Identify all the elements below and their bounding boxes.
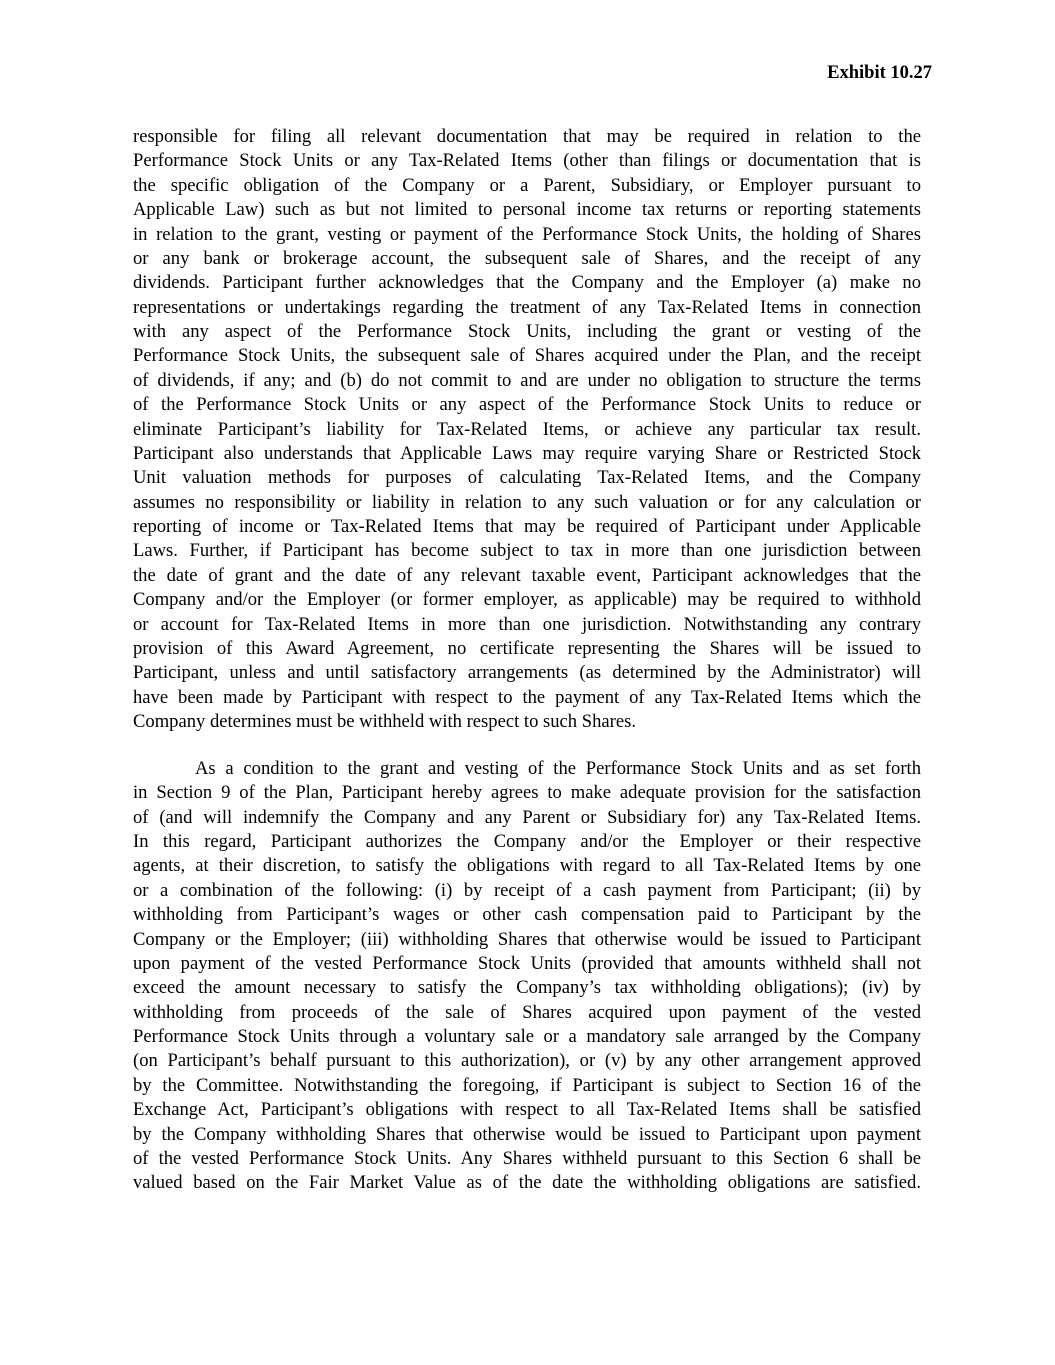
text-line: or a combination of the following: (i) by receipt of a cash payment from Participant; (ii) by xyxy=(133,879,921,901)
text-line: of dividends, if any; and (b) do not commit to and are under no obligation to structure the terms xyxy=(133,369,921,391)
text-line: Laws. Further, if Participant has become subject to tax in more than one jurisdiction between xyxy=(133,540,921,562)
paragraph xyxy=(133,125,921,734)
text-line: have been made by Participant with respect to the payment of any Tax-Related Items which the xyxy=(133,686,921,708)
text-line: assumes no responsibility or liability in relation to any such valuation or for any calculation or xyxy=(133,491,921,513)
text-line: Company and/or the Employer (or former employer, as applicable) may be required to withhold xyxy=(133,589,921,611)
text-line: Company determines must be withheld with respect to such Shares. xyxy=(133,711,636,732)
text-line: in Section 9 of the Plan, Participant hereby agrees to make adequate provision for the satisfaction xyxy=(133,782,921,804)
text-line: or any bank or brokerage account, the subsequent sale of Shares, and the receipt of any xyxy=(133,247,921,269)
text-line: the date of grant and the date of any relevant taxable event, Participant acknowledges that the xyxy=(133,564,921,586)
text-line: provision of this Award Agreement, no certificate representing the Shares will be issued to xyxy=(133,637,921,659)
text-line: withholding from proceeds of the sale of Shares acquired upon payment of the vested xyxy=(133,1001,921,1023)
text-line: (on Participant’s behalf pursuant to this authorization), or (v) by any other arrangement approved xyxy=(133,1050,921,1072)
text-line: reporting of income or Tax-Related Items that may be required of Participant under Applicable xyxy=(133,516,921,537)
text-line: Performance Stock Units or any Tax-Related Items (other than filings or documentation that is xyxy=(133,150,921,172)
text-line: In this regard, Participant authorizes the Company and/or the Employer or their respective xyxy=(133,831,921,853)
paragraph xyxy=(133,757,921,1196)
text-line: Unit valuation methods for purposes of calculating Tax-Related Items, and the Company xyxy=(133,467,921,489)
text-line: Participant, unless and until satisfactory arrangements (as determined by the Administrator) will xyxy=(133,662,921,684)
text-line: Performance Stock Units, the subsequent sale of Shares acquired under the Plan, and the receipt xyxy=(133,345,921,367)
text-line: representations or undertakings regarding the treatment of any Tax-Related Items in connection xyxy=(133,296,921,318)
text-line: valued based on the Fair Market Value as of the date the withholding obligations are satisfied. xyxy=(133,1172,921,1194)
text-line: with any aspect of the Performance Stock Units, including the grant or vesting of the xyxy=(133,321,921,342)
text-line: or account for Tax-Related Items in more than one jurisdiction. Notwithstanding any contrary xyxy=(133,613,921,635)
text-line: of (and will indemnify the Company and any Parent or Subsidiary for) any Tax-Related Items. xyxy=(133,806,921,828)
text-line: of the Performance Stock Units or any aspect of the Performance Stock Units to reduce or xyxy=(133,394,921,416)
text-line: Company or the Employer; (iii) withholding Shares that otherwise would be issued to Participant xyxy=(133,928,921,950)
text-line: the specific obligation of the Company or a Parent, Subsidiary, or Employer pursuant to xyxy=(133,174,921,196)
text-line: by the Committee. Notwithstanding the foregoing, if Participant is subject to Section 16 of the xyxy=(133,1074,921,1096)
document-body xyxy=(133,125,921,1218)
text-line: in relation to the grant, vesting or payment of the Performance Stock Units, the holding of Shares xyxy=(133,223,921,245)
text-line: As a condition to the grant and vesting of the Performance Stock Units and as set forth xyxy=(195,757,921,779)
text-line: withholding from Participant’s wages or other cash compensation paid to Participant by the xyxy=(133,904,921,926)
text-line: dividends. Participant further acknowledges that the Company and the Employer (a) make no xyxy=(133,272,921,294)
text-line: Performance Stock Units through a voluntary sale or a mandatory sale arranged by the Company xyxy=(133,1026,921,1048)
text-line: upon payment of the vested Performance Stock Units (provided that amounts withheld shall not xyxy=(133,952,921,974)
text-line: of the vested Performance Stock Units. Any Shares withheld pursuant to this Section 6 shall be xyxy=(133,1147,921,1169)
exhibit-label: Exhibit 10.27 xyxy=(827,63,932,83)
text-line: exceed the amount necessary to satisfy the Company’s tax withholding obligations); (iv) by xyxy=(133,977,921,999)
text-line: Exchange Act, Participant’s obligations with respect to all Tax-Related Items shall be satisfied xyxy=(133,1099,921,1121)
text-line: agents, at their discretion, to satisfy the obligations with regard to all Tax-Related Items by one xyxy=(133,855,921,877)
text-line: Applicable Law) such as but not limited to personal income tax returns or reporting statements xyxy=(133,199,921,221)
text-line: Participant also understands that Applicable Laws may require varying Share or Restricted Stock xyxy=(133,442,921,464)
text-line: eliminate Participant’s liability for Tax-Related Items, or achieve any particular tax result. xyxy=(133,418,921,440)
text-line: responsible for filing all relevant documentation that may be required in relation to the xyxy=(133,126,921,147)
text-line: by the Company withholding Shares that otherwise would be issued to Participant upon payment xyxy=(133,1123,921,1145)
